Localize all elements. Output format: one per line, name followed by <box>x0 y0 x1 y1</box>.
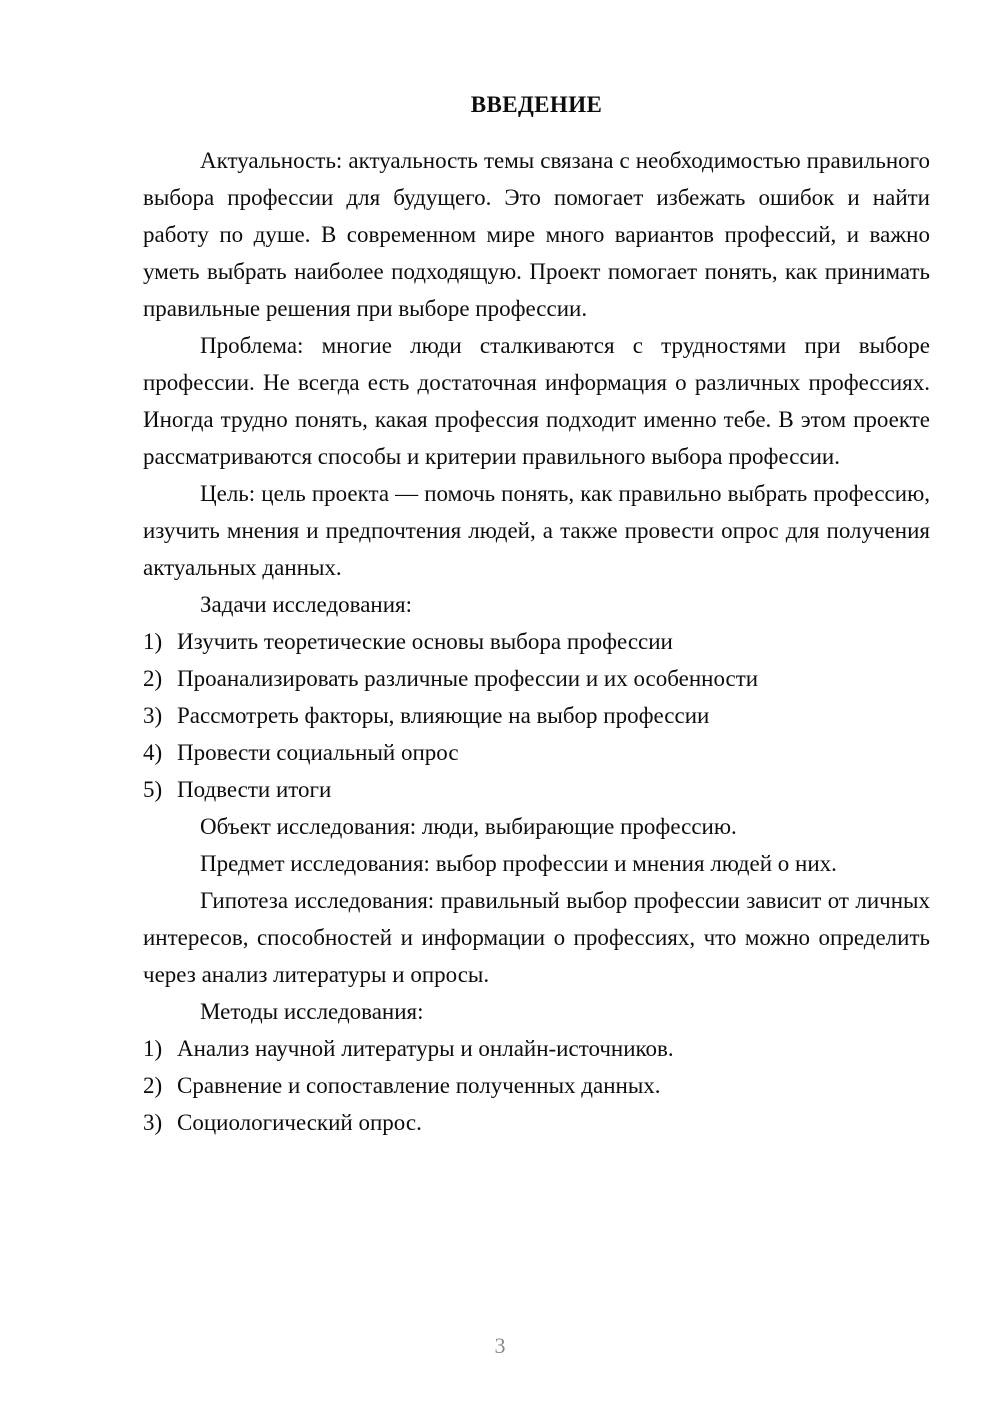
paragraph-goal: Цель: цель проекта — помочь понять, как правильно выбрать профессию, изучить мнения и предпочтения людей, а также провести опрос для получения актуальных данных. <box>143 481 930 580</box>
heading-tasks: Задачи исследования: <box>200 592 413 617</box>
list-item <box>143 623 930 660</box>
list-marker: 5) <box>143 777 163 802</box>
paragraph-subject: Предмет исследования: выбор профессии и мнения людей о них. <box>200 851 837 876</box>
paragraph-hypothesis: Гипотеза исследования: правильный выбор профессии зависит от личных интересов, способностей и информации о профессиях, что можно определить через анализ литературы и опросы. <box>143 888 930 987</box>
list-item-text: Анализ научной литературы и онлайн-источников. <box>177 1036 674 1061</box>
list-item <box>143 1030 930 1067</box>
list-item <box>143 1104 930 1141</box>
list-item-text: Провести социальный опрос <box>177 740 459 765</box>
list-marker: 4) <box>143 740 163 765</box>
list-item <box>143 697 930 734</box>
paragraph-problem: Проблема: многие люди сталкиваются с трудностями при выборе профессии. Не всегда есть достаточная информация о различных профессиях. Иногда трудно понять, какая профессия подходит именно тебе. В этом проекте рассматриваются способы и критерии правильного выбора профессии. <box>143 333 930 469</box>
list-marker: 2) <box>143 1073 163 1098</box>
list-marker: 3) <box>143 1110 163 1135</box>
list-item-text: Сравнение и сопоставление полученных данных. <box>177 1073 661 1098</box>
list-item <box>143 660 930 697</box>
list-item-text: Социологический опрос. <box>177 1110 422 1135</box>
list-item <box>143 734 930 771</box>
paragraph-object: Объект исследования: люди, выбирающие профессию. <box>200 814 737 839</box>
list-item <box>143 771 930 808</box>
list-item <box>143 1067 930 1104</box>
methods-list <box>143 1030 930 1141</box>
list-item-text: Проанализировать различные профессии и их особенности <box>177 666 759 691</box>
list-marker: 1) <box>143 629 163 654</box>
list-marker: 1) <box>143 1036 163 1061</box>
heading-methods: Методы исследования: <box>200 999 424 1024</box>
document-body <box>143 86 930 1141</box>
list-item-text: Рассмотреть факторы, влияющие на выбор профессии <box>177 703 710 728</box>
tasks-list <box>143 623 930 808</box>
page-number: 3 <box>494 1333 506 1358</box>
list-item-text: Изучить теоретические основы выбора профессии <box>177 629 673 654</box>
page-title: ВВЕДЕНИЕ <box>470 92 603 117</box>
paragraph-relevance: Актуальность: актуальность темы связана с необходимостью правильного выбора профессии для будущего. Это помогает избежать ошибок и найти работу по душе. В современном мире много вариантов профессий, и важно уметь выбрать наиболее подходящую. Проект помогает понять, как принимать правильные решения при выборе профессии. <box>143 148 930 321</box>
list-marker: 3) <box>143 703 163 728</box>
list-item-text: Подвести итоги <box>177 777 332 802</box>
list-marker: 2) <box>143 666 163 691</box>
